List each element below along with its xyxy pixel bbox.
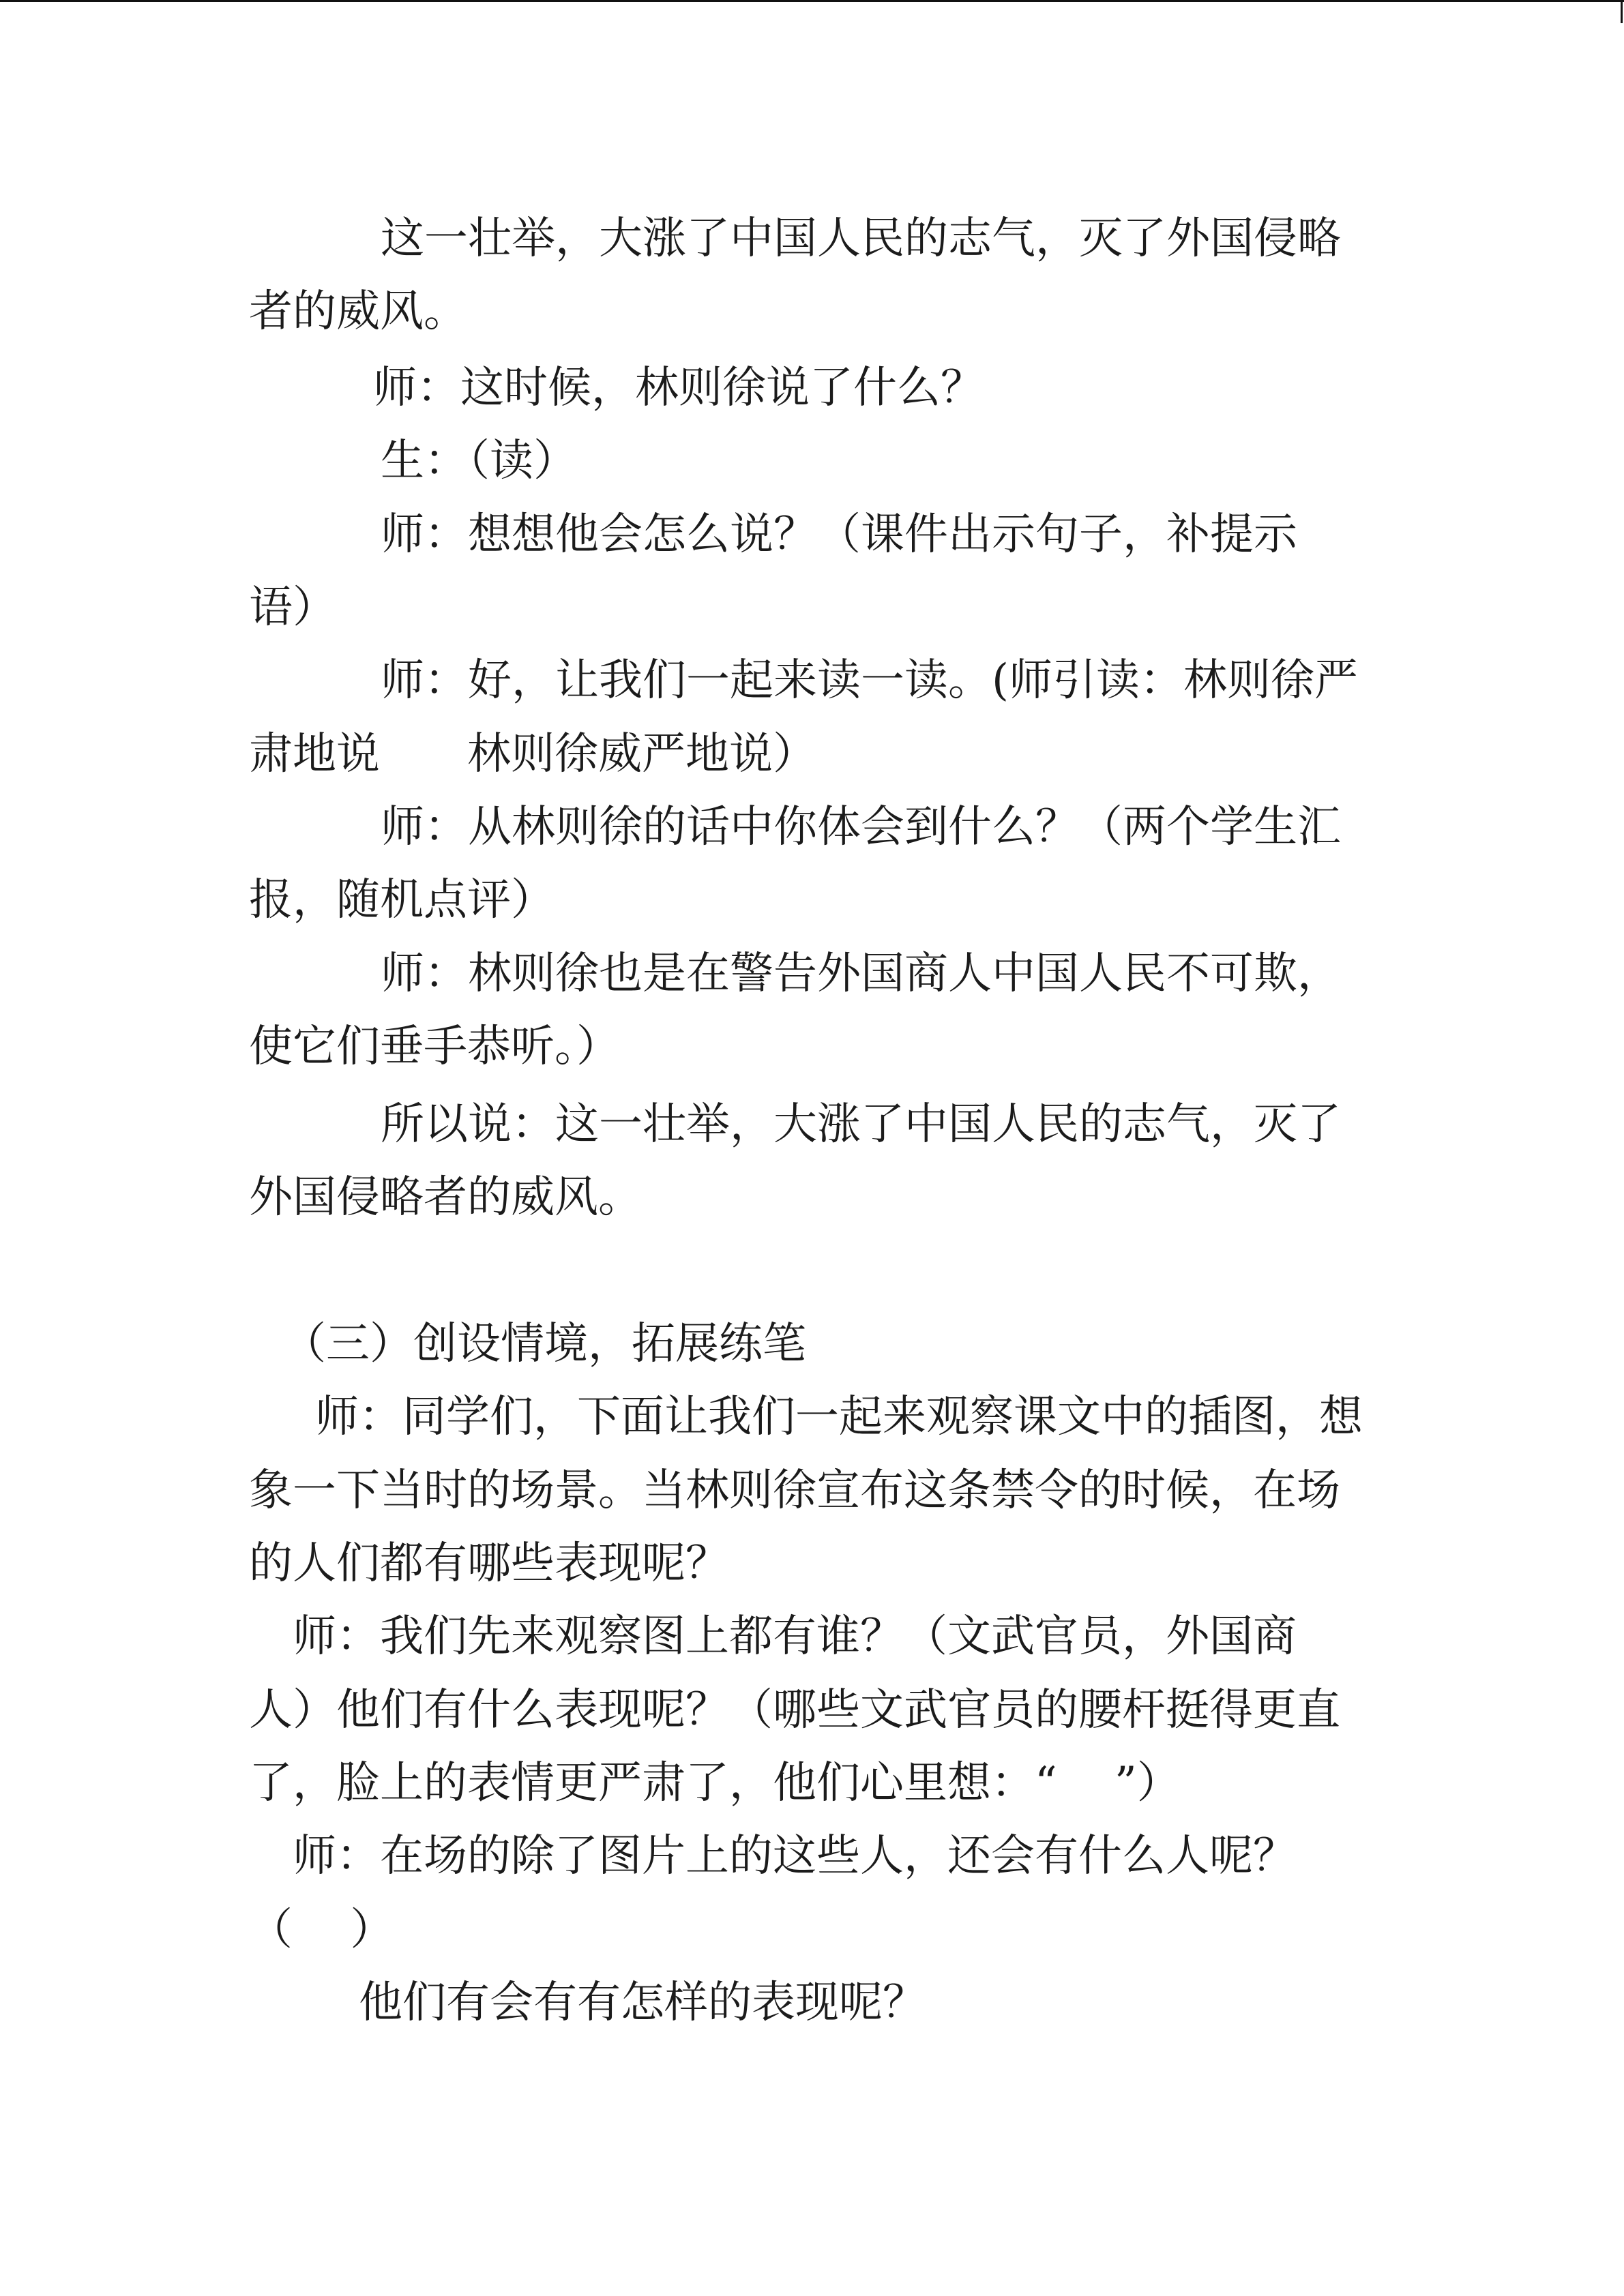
paragraph-line: 师：好，让我们一起来读一读。(师引读：林则徐严 [381, 655, 1358, 706]
paragraph-line: 者的威风。 [249, 286, 467, 337]
paragraph-line: 生：（读） [381, 436, 577, 486]
paragraph-line: 人）他们有什么表现呢？（哪些文武官员的腰杆挺得更直 [249, 1685, 1340, 1735]
section-heading: （三）创设情境，拓展练笔 [282, 1319, 806, 1369]
paragraph-line: （ ） [249, 1905, 394, 1955]
paragraph-line: 肃地说 林则徐威严地说） [249, 729, 816, 779]
paragraph-line: 师：想想他会怎么说？（课件出示句子，补提示 [381, 509, 1297, 560]
paragraph-line: 外国侵略者的威风。 [249, 1172, 642, 1223]
paragraph-line: 的人们都有哪些表现呢？ [249, 1538, 729, 1589]
paragraph-line: 师：在场的除了图片上的这些人，还会有什么人呢？ [293, 1831, 1297, 1881]
paragraph-line: 师：从林则徐的话中你体会到什么？（两个学生汇 [381, 802, 1341, 852]
paragraph-line: 报，随机点评） [249, 875, 555, 925]
paragraph-line: 使它们垂手恭听。） [249, 1022, 620, 1072]
paragraph-line: 象一下当时的场景。当林则徐宣布这条禁令的时候，在场 [249, 1465, 1340, 1516]
paragraph-line: 这一壮举，大涨了中国人民的志气，灭了外国侵略 [381, 213, 1341, 264]
page-right-border [1621, 0, 1623, 23]
paragraph-line: 师：这时候，林则徐说了什么？ [373, 363, 984, 413]
paragraph-line: 师：林则徐也是在警告外国商人中国人民不可欺， [381, 949, 1341, 999]
page-top-border [0, 0, 1624, 2]
paragraph-line: 师：我们先来观察图上都有谁？（文武官员，外国商 [293, 1611, 1297, 1662]
paragraph-line: 他们有会有有怎样的表现呢？ [359, 1978, 926, 2028]
paragraph-line: 语） [249, 582, 336, 633]
paragraph-line: 所以说：这一壮举，大涨了中国人民的志气，灭了 [381, 1099, 1341, 1150]
paragraph-line: 了，脸上的表情更严肃了，他们心里想：“ ”） [249, 1758, 1181, 1808]
paragraph-line: 师：同学们，下面让我们一起来观察课文中的插图，想 [315, 1392, 1363, 1442]
